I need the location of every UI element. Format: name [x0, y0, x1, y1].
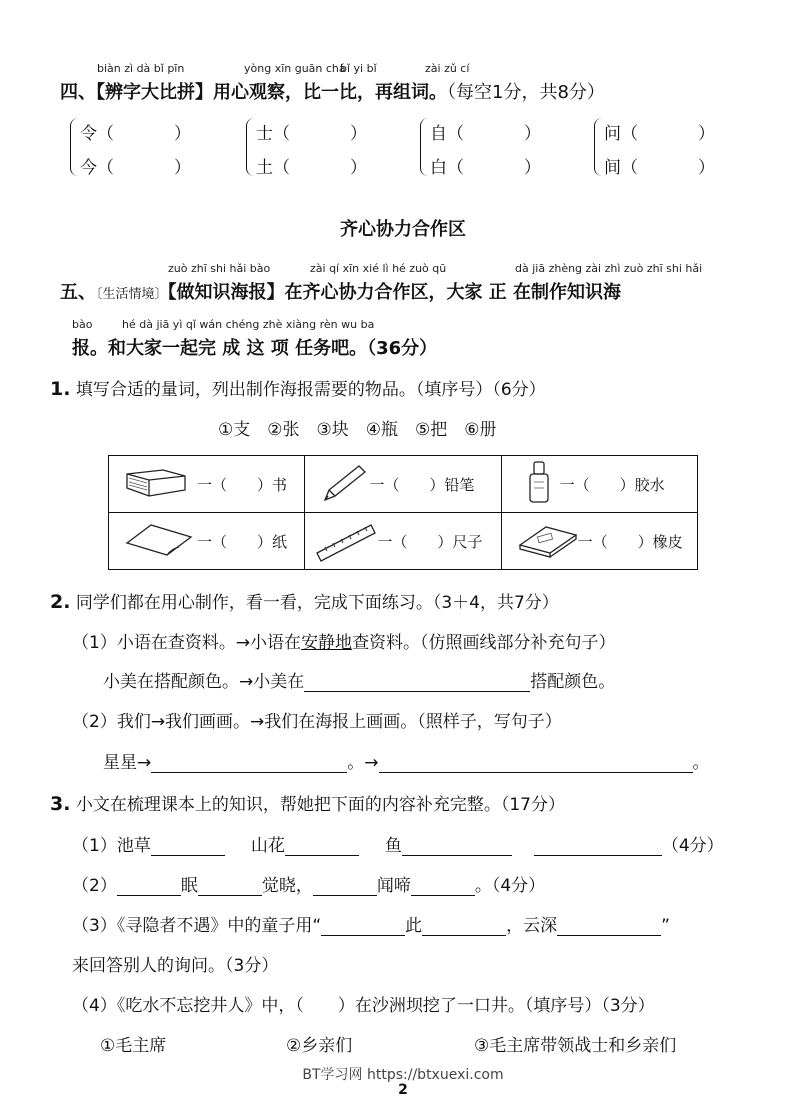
- pair-item: 令（ ）: [80, 124, 191, 144]
- item-cell: [109, 513, 305, 570]
- pair-item: 间（ ）: [604, 158, 715, 178]
- item-cell: [305, 456, 501, 513]
- paper-icon: [123, 521, 193, 559]
- pinyin: yòng xīn guān chá: [244, 62, 346, 75]
- item-cell: [305, 513, 501, 570]
- question-5-line2: 报。和大家一起完 成 这 项 任务吧。（36分）: [72, 338, 438, 359]
- sub-2-part-2: （2）我们→我们画画。→我们在海报上画画。（照样子，写句子）: [72, 712, 562, 732]
- pinyin: bǐ yi bǐ: [340, 62, 377, 75]
- sub-2-part-1: （1）小语在查资料。→小语在安静地查资料。（仿照画线部分补充句子）: [72, 633, 616, 653]
- item-text: 一（ ）尺子: [377, 533, 483, 551]
- answer-blank[interactable]: [534, 837, 662, 856]
- sub-2-part-2-answer: 星星→ 。→ 。: [103, 753, 710, 773]
- question-number: 四、: [60, 82, 96, 103]
- answer-option: ②乡亲们: [286, 1036, 353, 1056]
- answer-blank[interactable]: [411, 877, 475, 896]
- sub-3-line-1: （1）池草 山花 鱼 （4分）: [72, 836, 724, 856]
- answer-blank[interactable]: [313, 877, 377, 896]
- pinyin: dà jiā zhèng zài zhì zuò zhī shi hǎi: [515, 262, 703, 275]
- item-text: 一（ ）铅笔: [369, 476, 475, 494]
- measure-word-options: ①支 ②张 ③块 ④瓶 ⑤把 ⑥册: [218, 420, 497, 440]
- answer-blank[interactable]: [321, 917, 405, 936]
- pinyin: zài zǔ cí: [425, 62, 470, 75]
- item-text: 一（ ）橡皮: [577, 533, 683, 551]
- pair-item: 问（ ）: [604, 124, 715, 144]
- section-title: 齐心协力合作区: [340, 219, 466, 240]
- glue-icon: [524, 460, 554, 506]
- underlined-example: 安静地: [301, 633, 353, 653]
- answer-blank[interactable]: [151, 754, 347, 773]
- sub-3-line-4: （4）《吃水不忘挖井人》中，（ ）在沙洲坝挖了一口井。（填序号）（3分）: [72, 996, 655, 1016]
- eraser-icon: [516, 521, 580, 559]
- answer-blank[interactable]: [198, 877, 262, 896]
- item-cell: [109, 456, 305, 513]
- book-icon: [123, 466, 189, 500]
- answer-blank[interactable]: [304, 673, 530, 692]
- sub-question-3: 3. 小文在梳理课本上的知识，帮她把下面的内容补充完整。（17分）: [50, 793, 565, 815]
- item-text: 一（ ）纸: [197, 533, 288, 551]
- sub-3-line-2: （2） 眠 觉晓， 闻啼 。（4分）: [72, 876, 546, 896]
- item-cell: [501, 513, 697, 570]
- answer-blank[interactable]: [285, 837, 359, 856]
- item-text: 一（ ）书: [197, 476, 288, 494]
- answer-option: ①毛主席: [100, 1036, 167, 1056]
- context-tag: 〔生活情境〕: [96, 287, 168, 302]
- question-4-heading: [60, 78, 605, 104]
- pair-item: 士（ ）: [256, 124, 367, 144]
- sub-question-2: 2. 同学们都在用心制作，看一看，完成下面练习。（3＋4，共7分）: [50, 591, 559, 613]
- answer-blank[interactable]: [151, 837, 225, 856]
- sub-3-line-3-cont: 来回答别人的询问。（3分）: [72, 956, 279, 976]
- items-table: [108, 455, 698, 570]
- answer-blank[interactable]: [379, 754, 693, 773]
- answer-blank[interactable]: [557, 917, 661, 936]
- answer-blank[interactable]: [402, 837, 512, 856]
- pinyin: hé dà jiā yì qǐ wán chéng zhè xiàng rèn wu ba: [122, 318, 375, 331]
- item-cell: [501, 456, 697, 513]
- sub-2-part-1-answer: 小美在搭配颜色。→小美在 搭配颜色。: [103, 672, 616, 692]
- pair-item: 自（ ）: [430, 124, 541, 144]
- answer-option: ③毛主席带领战士和乡亲们: [474, 1036, 677, 1056]
- pinyin: zài qí xīn xié lì hé zuò qū: [310, 262, 447, 275]
- pinyin: biàn zì dà bǐ pīn: [97, 62, 185, 75]
- pencil-icon: [319, 462, 369, 504]
- pair-item: 白（ ）: [430, 158, 541, 178]
- sub-3-line-3: （3）《寻隐者不遇》中的童子用“ 此 ，云深 ”: [72, 916, 670, 936]
- page-number: 2: [398, 1082, 408, 1098]
- pinyin: zuò zhī shi hǎi bào: [168, 262, 271, 275]
- pair-item: 今（ ）: [80, 158, 191, 178]
- pinyin: bào: [72, 318, 93, 331]
- footer-watermark: BT学习网 https://btxuexi.com: [302, 1067, 504, 1083]
- sub-question-1: 1. 填写合适的量词，列出制作海报需要的物品。（填序号）（6分）: [50, 378, 546, 400]
- pair-item: 土（ ）: [256, 158, 367, 178]
- ruler-icon: [313, 519, 379, 563]
- answer-blank[interactable]: [422, 917, 506, 936]
- score: （每空1分，共8分）: [447, 82, 605, 103]
- question-title: 【辨字大比拼】用心观察，比一比，再组词。: [96, 82, 447, 103]
- item-text: 一（ ）胶水: [559, 476, 665, 494]
- answer-blank[interactable]: [117, 877, 181, 896]
- question-5-line1: 五、〔生活情境〕【做知识海报】在齐心协力合作区，大家 正 在制作知识海: [60, 282, 622, 303]
